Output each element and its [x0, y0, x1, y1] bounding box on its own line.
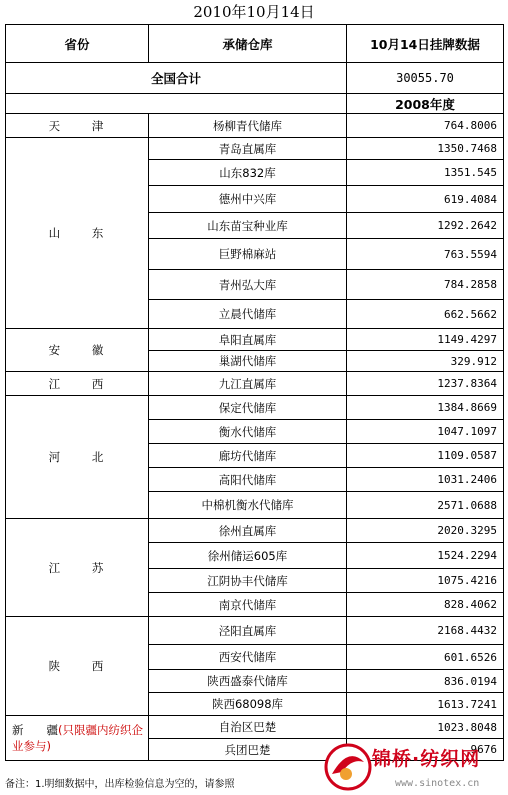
- warehouse-cell: 阜阳直属库: [149, 329, 347, 351]
- footnote: 备注：1.明细数据中，出库检验信息为空的，请参照: [5, 779, 235, 790]
- warehouse-cell: 巢湖代储库: [149, 351, 347, 372]
- page-title: 2010年10月14日: [193, 3, 315, 21]
- table-row: [6, 716, 504, 739]
- quantity-cell: 784.2858: [347, 270, 504, 300]
- province-name: 新 疆: [12, 723, 58, 737]
- header-province: 省份: [6, 25, 149, 63]
- warehouse-cell: 青岛直属库: [149, 138, 347, 160]
- warehouse-cell: 高阳代储库: [149, 468, 347, 492]
- warehouse-cell: 兵团巴楚: [149, 739, 347, 761]
- province-cell: 安 徽: [6, 329, 149, 372]
- warehouse-cell: 立晨代储库: [149, 300, 347, 329]
- warehouse-cell: 青州弘大库: [149, 270, 347, 300]
- quantity-cell: 1047.1097: [347, 420, 504, 444]
- warehouse-cell: 中棉机衡水代储库: [149, 492, 347, 519]
- listing-table: [5, 24, 504, 761]
- table-row: [6, 114, 504, 138]
- warehouse-cell: 江阴协丰代储库: [149, 569, 347, 593]
- province-restriction-note: (只限疆内纺织企业参与): [12, 723, 143, 753]
- quantity-cell: 9676: [347, 739, 504, 761]
- province-cell: 河 北: [6, 396, 149, 519]
- table-row: [6, 138, 504, 160]
- warehouse-cell: 山东832库: [149, 160, 347, 186]
- quantity-cell: 662.5662: [347, 300, 504, 329]
- warehouse-cell: 杨柳青代储库: [149, 114, 347, 138]
- warehouse-cell: 巨野棉麻站: [149, 239, 347, 270]
- year-row: [6, 94, 504, 114]
- warehouse-cell: 陕西68098库: [149, 693, 347, 716]
- quantity-cell: 1351.545: [347, 160, 504, 186]
- province-cell: 江 苏: [6, 519, 149, 617]
- warehouse-cell: 泾阳直属库: [149, 617, 347, 645]
- quantity-cell: 601.6526: [347, 645, 504, 670]
- watermark-brand: 锦桥·纺织网: [372, 748, 481, 770]
- quantity-cell: 764.8006: [347, 114, 504, 138]
- table-row: [6, 519, 504, 543]
- warehouse-cell: 廊坊代储库: [149, 444, 347, 468]
- quantity-cell: 1613.7241: [347, 693, 504, 716]
- warehouse-cell: 徐州储运605库: [149, 543, 347, 569]
- warehouse-cell: 保定代储库: [149, 396, 347, 420]
- watermark-url: www.sinotex.cn: [395, 778, 480, 789]
- warehouse-cell: 西安代储库: [149, 645, 347, 670]
- year-label: 2008年度: [347, 94, 504, 114]
- warehouse-cell: 自治区巴楚: [149, 716, 347, 739]
- total-value: 30055.70: [347, 63, 504, 94]
- quantity-cell: 1149.4297: [347, 329, 504, 351]
- quantity-cell: 1524.2294: [347, 543, 504, 569]
- quantity-cell: 1237.8364: [347, 372, 504, 396]
- quantity-cell: 1350.7468: [347, 138, 504, 160]
- province-cell: [6, 716, 149, 761]
- quantity-cell: 2571.0688: [347, 492, 504, 519]
- province-cell: 陕 西: [6, 617, 149, 716]
- quantity-cell: 1075.4216: [347, 569, 504, 593]
- quantity-cell: 828.4062: [347, 593, 504, 617]
- quantity-cell: 619.4084: [347, 186, 504, 213]
- total-label: 全国合计: [6, 63, 347, 94]
- quantity-cell: 1384.8669: [347, 396, 504, 420]
- warehouse-cell: 山东苗宝种业库: [149, 213, 347, 239]
- header-quantity: 10月14日挂牌数据: [347, 25, 504, 63]
- warehouse-cell: 徐州直属库: [149, 519, 347, 543]
- total-row: [6, 63, 504, 94]
- quantity-cell: 329.912: [347, 351, 504, 372]
- warehouse-cell: 衡水代储库: [149, 420, 347, 444]
- table-row: [6, 396, 504, 420]
- quantity-cell: 2020.3295: [347, 519, 504, 543]
- province-cell: 天 津: [6, 114, 149, 138]
- warehouse-cell: 陕西盛泰代储库: [149, 670, 347, 693]
- warehouse-cell: 德州中兴库: [149, 186, 347, 213]
- quantity-cell: 836.0194: [347, 670, 504, 693]
- quantity-cell: 1023.8048: [347, 716, 504, 739]
- quantity-cell: 1292.2642: [347, 213, 504, 239]
- quantity-cell: 1031.2406: [347, 468, 504, 492]
- warehouse-cell: 南京代储库: [149, 593, 347, 617]
- province-cell: 山 东: [6, 138, 149, 329]
- header-row: [6, 25, 504, 63]
- quantity-cell: 1109.0587: [347, 444, 504, 468]
- table-row: [6, 329, 504, 351]
- table-row: [6, 372, 504, 396]
- header-warehouse: 承储仓库: [149, 25, 347, 63]
- province-cell: 江 西: [6, 372, 149, 396]
- year-spacer: [6, 94, 347, 114]
- warehouse-cell: 九江直属库: [149, 372, 347, 396]
- table-row: [6, 617, 504, 645]
- quantity-cell: 763.5594: [347, 239, 504, 270]
- quantity-cell: 2168.4432: [347, 617, 504, 645]
